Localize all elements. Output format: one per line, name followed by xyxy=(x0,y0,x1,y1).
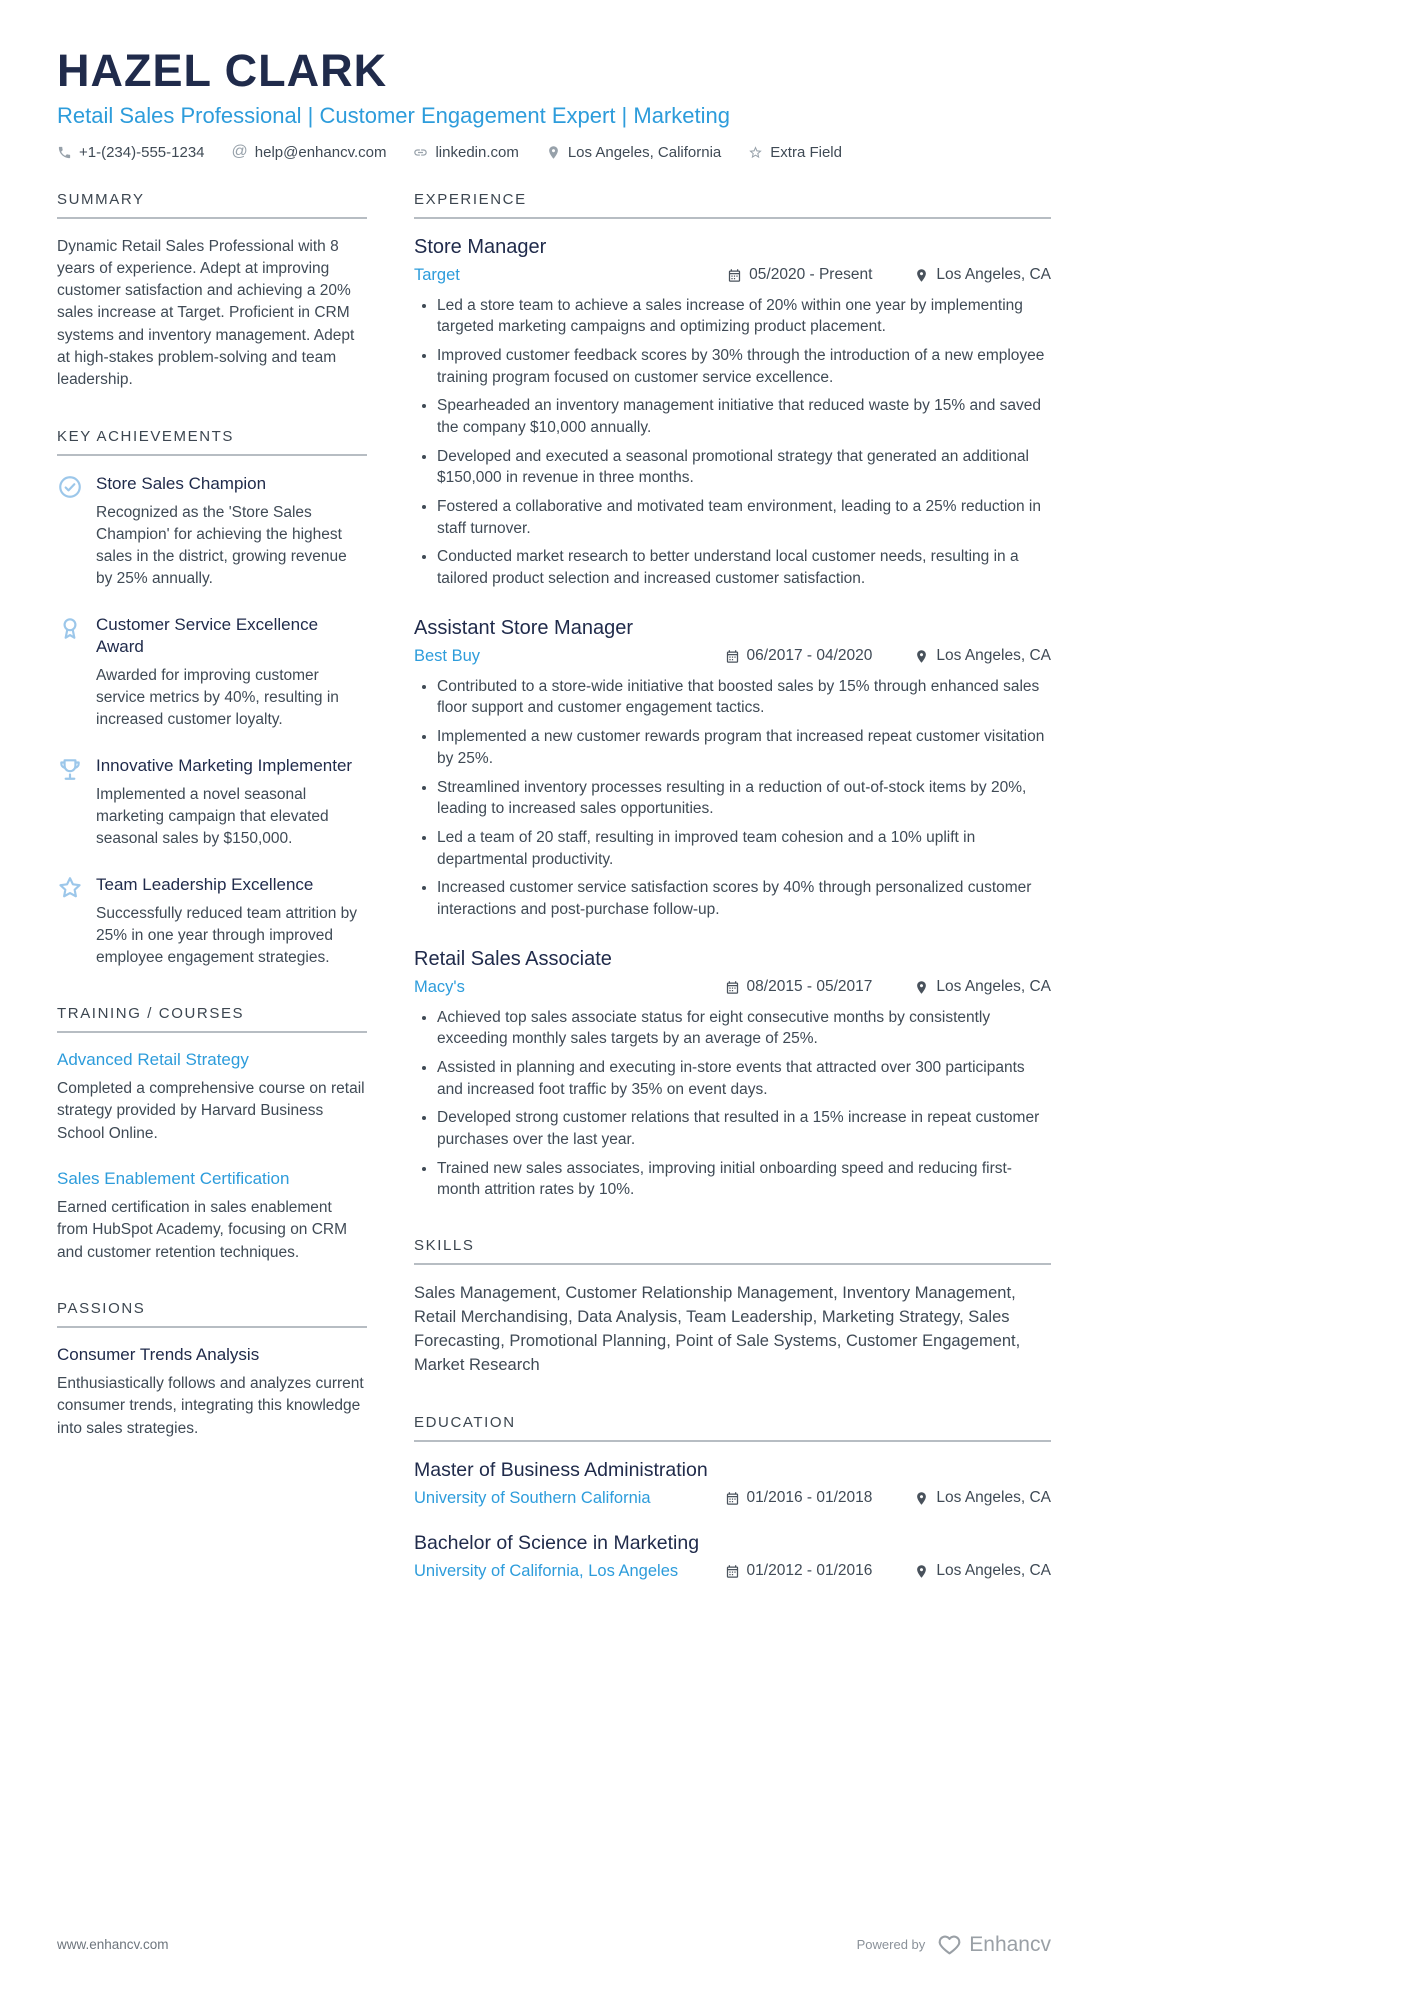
job-title: Assistant Store Manager xyxy=(414,616,633,639)
education-location: Los Angeles, CA xyxy=(914,1562,1051,1580)
phone-number: +1-(234)-555-1234 xyxy=(79,143,205,161)
enhancv-logo-icon xyxy=(937,1932,962,1957)
star-icon xyxy=(748,145,763,160)
summary-heading: SUMMARY xyxy=(57,191,367,219)
achievement-item xyxy=(57,874,367,969)
experience-entry xyxy=(414,948,1051,1202)
job-bullet: • Spearheaded an inventory management initiative that reduced waste by 15% and saved the company $10,000 annually. xyxy=(437,395,1051,438)
trophy-icon xyxy=(57,756,83,782)
company-name: Macy's xyxy=(414,977,465,996)
job-bullet: • Contributed to a store-wide initiative that boosted sales by 15% through enhanced sales floor support and customer engagement tactics. xyxy=(437,676,1051,719)
location-pin-icon xyxy=(546,145,561,160)
job-bullet: • Improved customer feedback scores by 30% through the introduction of a new employee training program focused on customer service excellence. xyxy=(437,345,1051,388)
section-passions xyxy=(57,1300,367,1440)
section-education xyxy=(414,1414,1051,1581)
calendar-icon xyxy=(725,649,740,664)
education-dates: 01/2016 - 01/2018 xyxy=(725,1489,873,1507)
candidate-name: HAZEL CLARK xyxy=(57,45,388,96)
contact-location xyxy=(546,144,721,161)
contact-linkedin[interactable] xyxy=(413,144,518,161)
linkedin-url: linkedin.com xyxy=(435,143,519,161)
section-skills xyxy=(414,1237,1051,1378)
job-meta-row xyxy=(414,978,1051,997)
job-meta-row xyxy=(414,647,1051,666)
right-column xyxy=(414,191,1051,1617)
contact-phone xyxy=(57,144,205,161)
job-bullet: • Developed strong customer relations that resulted in a 15% increase in repeat customer purchases over the last year. xyxy=(437,1107,1051,1150)
location-pin-icon xyxy=(914,1491,929,1506)
job-bullet: • Led a store team to achieve a sales increase of 20% within one year by implementing targeted marketing campaigns and optimizing product placement. xyxy=(437,295,1051,338)
section-experience xyxy=(414,191,1051,1202)
calendar-icon xyxy=(727,268,742,283)
achievement-text: Awarded for improving customer service metrics by 40%, resulting in increased customer loyalty. xyxy=(96,666,339,728)
job-bullet: • Trained new sales associates, improving initial onboarding speed and reducing first-month attrition rates by 10%. xyxy=(437,1158,1051,1201)
passion-text: Enthusiastically follows and analyzes current consumer trends, integrating this knowledge into sales strategies. xyxy=(57,1375,364,1437)
location-pin-icon xyxy=(914,649,929,664)
course-title: Sales Enablement Certification xyxy=(57,1169,290,1189)
course-item xyxy=(57,1169,367,1264)
location-pin-icon xyxy=(914,268,929,283)
job-dates: 08/2015 - 05/2017 xyxy=(725,978,873,996)
company-name: Best Buy xyxy=(414,646,481,665)
achievement-text: Successfully reduced team attrition by 25% in one year through improved employee engagement strategies. xyxy=(96,905,358,967)
experience-entry xyxy=(414,236,1051,590)
resume-header xyxy=(57,46,1051,161)
experience-heading: EXPERIENCE xyxy=(414,191,1051,219)
page-footer xyxy=(57,1932,1051,1957)
skills-heading: SKILLS xyxy=(414,1237,1051,1265)
check-circle-icon xyxy=(57,474,83,500)
school-name: University of California, Los Angeles xyxy=(414,1561,679,1580)
enhancv-website-link[interactable]: www.enhancv.com xyxy=(57,1937,169,1952)
left-column xyxy=(57,191,367,1617)
passion-title: Consumer Trends Analysis xyxy=(57,1345,260,1365)
job-bullet: • Assisted in planning and executing in-store events that attracted over 300 participants and increased foot traffic by 35% on event days. xyxy=(437,1057,1051,1100)
achievement-title: Customer Service Excellence Award xyxy=(96,614,319,656)
job-location: Los Angeles, CA xyxy=(914,978,1051,996)
education-entry xyxy=(414,1459,1051,1508)
passion-item xyxy=(57,1345,367,1440)
calendar-icon xyxy=(725,980,740,995)
achievement-text: Implemented a novel seasonal marketing campaign that elevated seasonal sales by $150,000. xyxy=(96,786,329,848)
job-meta-row xyxy=(414,266,1051,285)
medal-icon xyxy=(57,615,83,641)
job-bullet: • Achieved top sales associate status for eight consecutive months by consistently exceeding monthly sales targets by an average of 25%. xyxy=(437,1007,1051,1050)
section-key-achievements xyxy=(57,428,367,969)
education-entry xyxy=(414,1532,1051,1581)
email-address: help@enhancv.com xyxy=(254,143,387,161)
passions-heading: PASSIONS xyxy=(57,1300,367,1328)
education-heading: EDUCATION xyxy=(414,1414,1051,1442)
job-location: Los Angeles, CA xyxy=(914,266,1051,284)
course-text: Earned certification in sales enablement from HubSpot Academy, focusing on CRM and customer retention techniques. xyxy=(57,1199,348,1261)
job-bullet: • Implemented a new customer rewards program that increased repeat customer visitation by 25%. xyxy=(437,726,1051,769)
star-outline-icon xyxy=(57,875,83,901)
education-dates: 01/2012 - 01/2016 xyxy=(725,1562,873,1580)
contact-email[interactable] xyxy=(232,144,387,161)
education-location: Los Angeles, CA xyxy=(914,1489,1051,1507)
extra-field-text: Extra Field xyxy=(770,143,842,161)
achievement-item xyxy=(57,755,367,850)
enhancv-brand-name: Enhancv xyxy=(969,1932,1051,1956)
course-item xyxy=(57,1050,367,1145)
job-location: Los Angeles, CA xyxy=(914,647,1051,665)
powered-by-badge[interactable] xyxy=(857,1932,1051,1957)
key-achievements-heading: KEY ACHIEVEMENTS xyxy=(57,428,367,456)
job-dates: 06/2017 - 04/2020 xyxy=(725,647,873,665)
job-bullet: • Streamlined inventory processes resulting in a reduction of out-of-stock items by 20%, leading to increased sales opportunities. xyxy=(437,777,1051,820)
summary-text: Dynamic Retail Sales Professional with 8 years of experience. Adept at improving customer satisfaction and achieving a 20% sales increase at Target. Proficient in CRM systems and inventory management. Adept at high-stakes problem-solving and team leadership. xyxy=(57,237,355,389)
job-bullet: • Developed and executed a seasonal promotional strategy that generated an additional $150,000 in revenue in three months. xyxy=(437,446,1051,489)
section-summary xyxy=(57,191,367,392)
job-bullet-list xyxy=(414,1007,1051,1202)
location-pin-icon xyxy=(914,980,929,995)
location-pin-icon xyxy=(914,1564,929,1579)
calendar-icon xyxy=(725,1491,740,1506)
achievement-title: Team Leadership Excellence xyxy=(96,875,314,895)
course-title: Advanced Retail Strategy xyxy=(57,1050,249,1070)
enhancv-brand xyxy=(937,1932,1051,1957)
job-bullet: • Conducted market research to better understand local customer needs, resulting in a tailored product selection and increased customer satisfaction. xyxy=(437,546,1051,589)
experience-entry xyxy=(414,617,1051,921)
achievement-item xyxy=(57,473,367,590)
achievement-item xyxy=(57,614,367,731)
job-title: Retail Sales Associate xyxy=(414,947,612,970)
course-text: Completed a comprehensive course on retail strategy provided by Harvard Business School Online. xyxy=(57,1080,365,1142)
job-bullet: • Increased customer service satisfaction scores by 40% through personalized customer interactions and post-purchase follow-up. xyxy=(437,877,1051,920)
education-meta-row xyxy=(414,1562,1051,1581)
phone-icon xyxy=(57,145,72,160)
achievement-title: Store Sales Champion xyxy=(96,473,267,493)
education-meta-row xyxy=(414,1489,1051,1508)
achievement-title: Innovative Marketing Implementer xyxy=(96,755,353,775)
contact-row xyxy=(57,144,1051,161)
achievement-text: Recognized as the 'Store Sales Champion' for achieving the highest sales in the district, growing revenue by 25% annually. xyxy=(96,503,347,587)
candidate-headline: Retail Sales Professional | Customer Engagement Expert | Marketing xyxy=(57,102,730,128)
job-dates: 05/2020 - Present xyxy=(727,266,872,284)
job-bullet-list xyxy=(414,295,1051,590)
job-bullet: • Led a team of 20 staff, resulting in improved team cohesion and a 10% uplift in departmental productivity. xyxy=(437,827,1051,870)
job-bullet-list xyxy=(414,676,1051,921)
contact-extra-field xyxy=(748,144,842,161)
degree-title: Bachelor of Science in Marketing xyxy=(414,1531,700,1554)
at-icon: @ xyxy=(231,143,248,160)
job-title: Store Manager xyxy=(414,235,547,258)
location-text: Los Angeles, California xyxy=(567,143,722,161)
powered-by-text: Powered by xyxy=(856,1937,926,1952)
training-heading: TRAINING / COURSES xyxy=(57,1005,367,1033)
company-name: Target xyxy=(414,265,460,284)
degree-title: Master of Business Administration xyxy=(414,1458,708,1481)
job-bullet: • Fostered a collaborative and motivated team environment, leading to a 25% reduction in staff turnover. xyxy=(437,496,1051,539)
calendar-icon xyxy=(725,1564,740,1579)
skills-text: Sales Management, Customer Relationship Management, Inventory Management, Retail Merchandising, Data Analysis, Team Leadership, Marketing Strategy, Sales Forecasting, Promotional Planning, Point of Sale Systems, Customer Engagement, Market Research xyxy=(414,1284,1021,1374)
link-icon xyxy=(413,145,428,160)
school-name: University of Southern California xyxy=(414,1488,651,1507)
section-training xyxy=(57,1005,367,1264)
